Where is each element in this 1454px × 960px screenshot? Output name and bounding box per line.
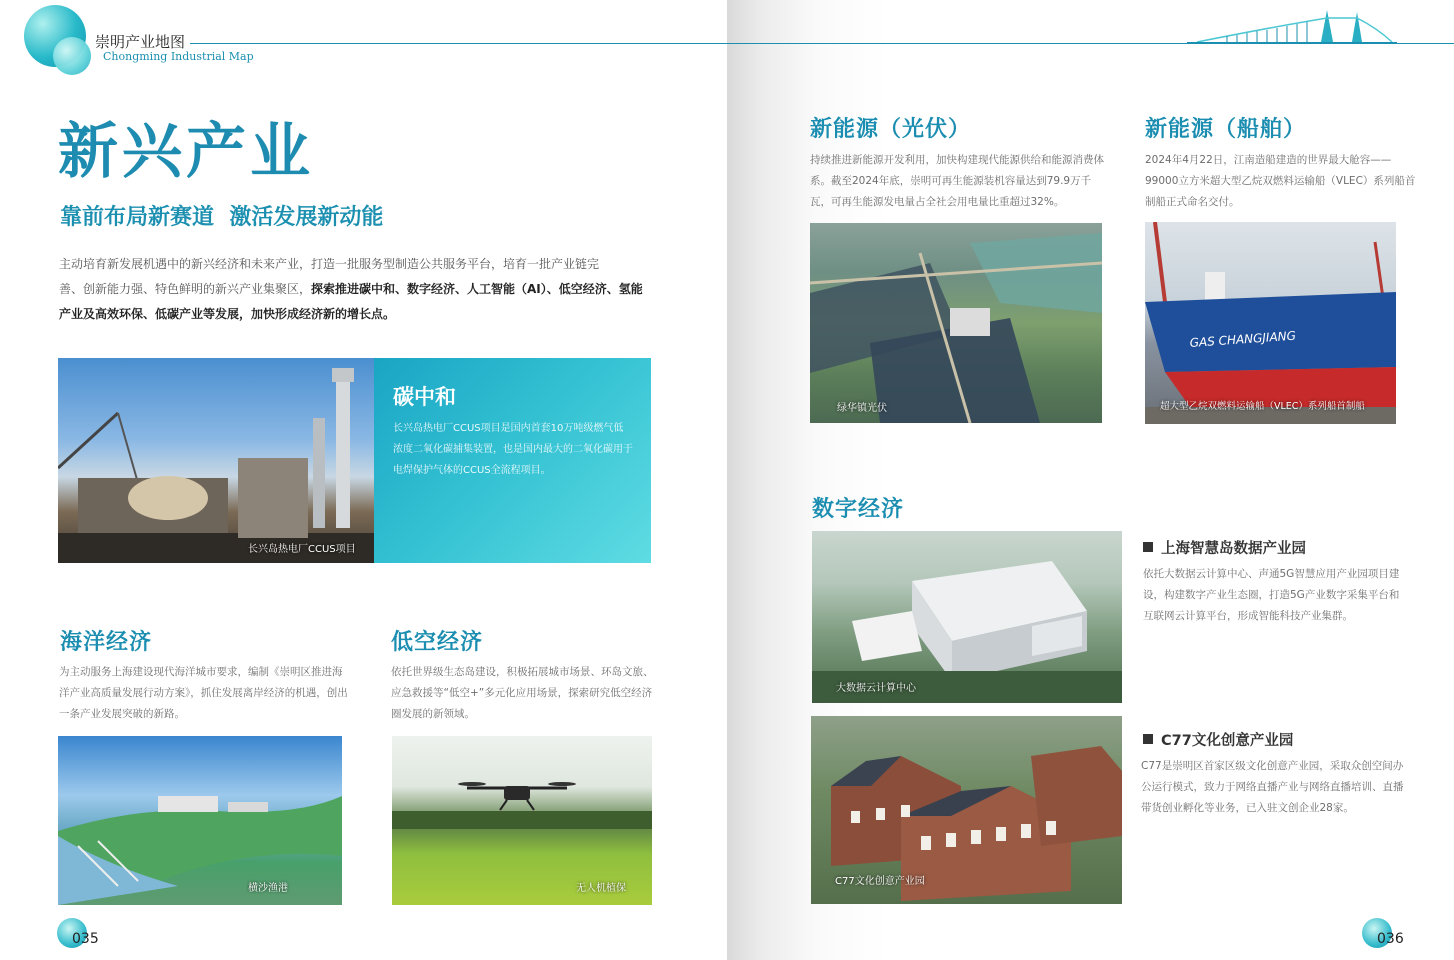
c77-photo [811, 716, 1122, 904]
park2-bullet-icon [1143, 734, 1153, 744]
intro-line-1: 主动培育新发展机遇中的新兴经济和未来产业，打造一批服务型制造公共服务平台，培育一批产业链完 [59, 257, 600, 271]
park1-bullet-icon [1143, 542, 1153, 552]
ship-hull-name: GAS CHANGJIANG [1189, 328, 1297, 350]
main-title: 新兴产业 [58, 117, 314, 187]
carbon-plant-illustration [58, 358, 374, 563]
pv-title: 新能源（光伏） [810, 117, 972, 142]
carbon-panel [374, 358, 651, 563]
page-number-right: 036 [1377, 931, 1404, 947]
right-page [727, 0, 1454, 960]
ship-title: 新能源（船舶） [1145, 117, 1307, 142]
carbon-caption: 长兴岛热电厂CCUS项目 [248, 544, 356, 555]
park2-title-text: C77文化创意产业园 [1161, 733, 1294, 749]
c77-caption: C77文化创意产业园 [835, 876, 925, 887]
ship-text: 2024年4月22日，江南造船建造的世界最大舱容——99000立方米超大型乙烷双燃料运输船（VLEC）系列船首制船正式命名交付。 [1145, 154, 1416, 208]
ship-caption: 超大型乙烷双燃料运输船（VLEC）系列船首制船 [1160, 401, 1365, 412]
pv-text: 持续推进新能源开发利用，加快构建现代能源供给和能源消费体系。截至2024年底，崇明可再生能源装机容量达到79.9万千瓦，可再生能源发电量占全社会用电量比重超过32%。 [810, 154, 1104, 208]
datacenter-caption: 大数据云计算中心 [836, 683, 916, 694]
lowalt-title: 低空经济 [391, 630, 484, 655]
park2-title [1143, 729, 1293, 750]
datacenter-photo [812, 531, 1122, 703]
park1-text: 依托大数据云计算中心、声通5G智慧应用产业园项目建设，构建数字产业生态圈，打造5G产业数字采集平台和互联网云计算平台，形成智能科技产业集群。 [1143, 568, 1400, 622]
ship-illustration [1145, 222, 1396, 424]
ship-photo [1145, 222, 1396, 424]
park1-title [1143, 537, 1306, 558]
header-logo-circle-small [53, 37, 91, 75]
lowalt-caption: 无人机植保 [576, 883, 626, 894]
ocean-caption: 横沙渔港 [248, 883, 288, 894]
lowalt-text: 依托世界级生态岛建设，积极拓展城市场景、环岛文旅、应急救援等“低空+”多元化应用场景，探索研究低空经济圈发展的新领域。 [391, 666, 654, 720]
header-rule [190, 43, 727, 44]
ocean-text: 为主动服务上海建设现代海洋城市要求，编制《崇明区推进海洋产业高质量发展行动方案》，抓住发展离岸经济的机遇，创出一条产业发展突破的新路。 [59, 666, 348, 720]
lowalt-photo [392, 736, 652, 905]
ocean-harbor-illustration [58, 736, 342, 905]
intro-line-2-bold: 探索推进碳中和、数字经济、人工智能（AI）、低空经济、氢能 [311, 282, 643, 296]
intro-line-2-plain: 善、创新能力强、特色鲜明的新兴产业集聚区， [59, 282, 312, 296]
bridge-icon [1187, 8, 1397, 44]
carbon-text: 长兴岛热电厂CCUS项目是国内首套10万吨级燃气低浓度二氧化碳捕集装置，也是国内最大的二氧化碳用于电焊保护气体的CCUS全流程项目。 [393, 423, 633, 476]
carbon-photo [58, 358, 374, 563]
header-title: 崇明产业地图 [95, 33, 186, 51]
pv-photo [810, 223, 1102, 423]
park1-title-text: 上海智慧岛数据产业园 [1161, 541, 1306, 557]
pv-caption: 绿华镇光伏 [837, 403, 887, 414]
header-subtitle: Chongming Industrial Map [103, 50, 254, 63]
subtitle: 靠前布局新赛道 激活发展新动能 [60, 205, 384, 230]
ocean-title: 海洋经济 [60, 630, 153, 655]
park2-text: C77是崇明区首家区级文化创意产业园，采取众创空间办公运行模式，致力于网络直播产业与网络直播培训、直播带货创业孵化等业务，已入驻文创企业28家。 [1141, 760, 1404, 814]
datacenter-illustration [812, 531, 1122, 703]
carbon-title: 碳中和 [393, 385, 456, 409]
solar-farm-illustration [810, 223, 1102, 423]
ocean-photo [58, 736, 342, 905]
intro-paragraph [59, 252, 669, 327]
digital-title: 数字经济 [812, 497, 905, 522]
intro-line-3: 产业及高效环保、低碳产业等发展，加快形成经济新的增长点。 [59, 307, 396, 321]
page-number-left: 035 [72, 931, 99, 947]
intro-line-2 [59, 277, 669, 302]
